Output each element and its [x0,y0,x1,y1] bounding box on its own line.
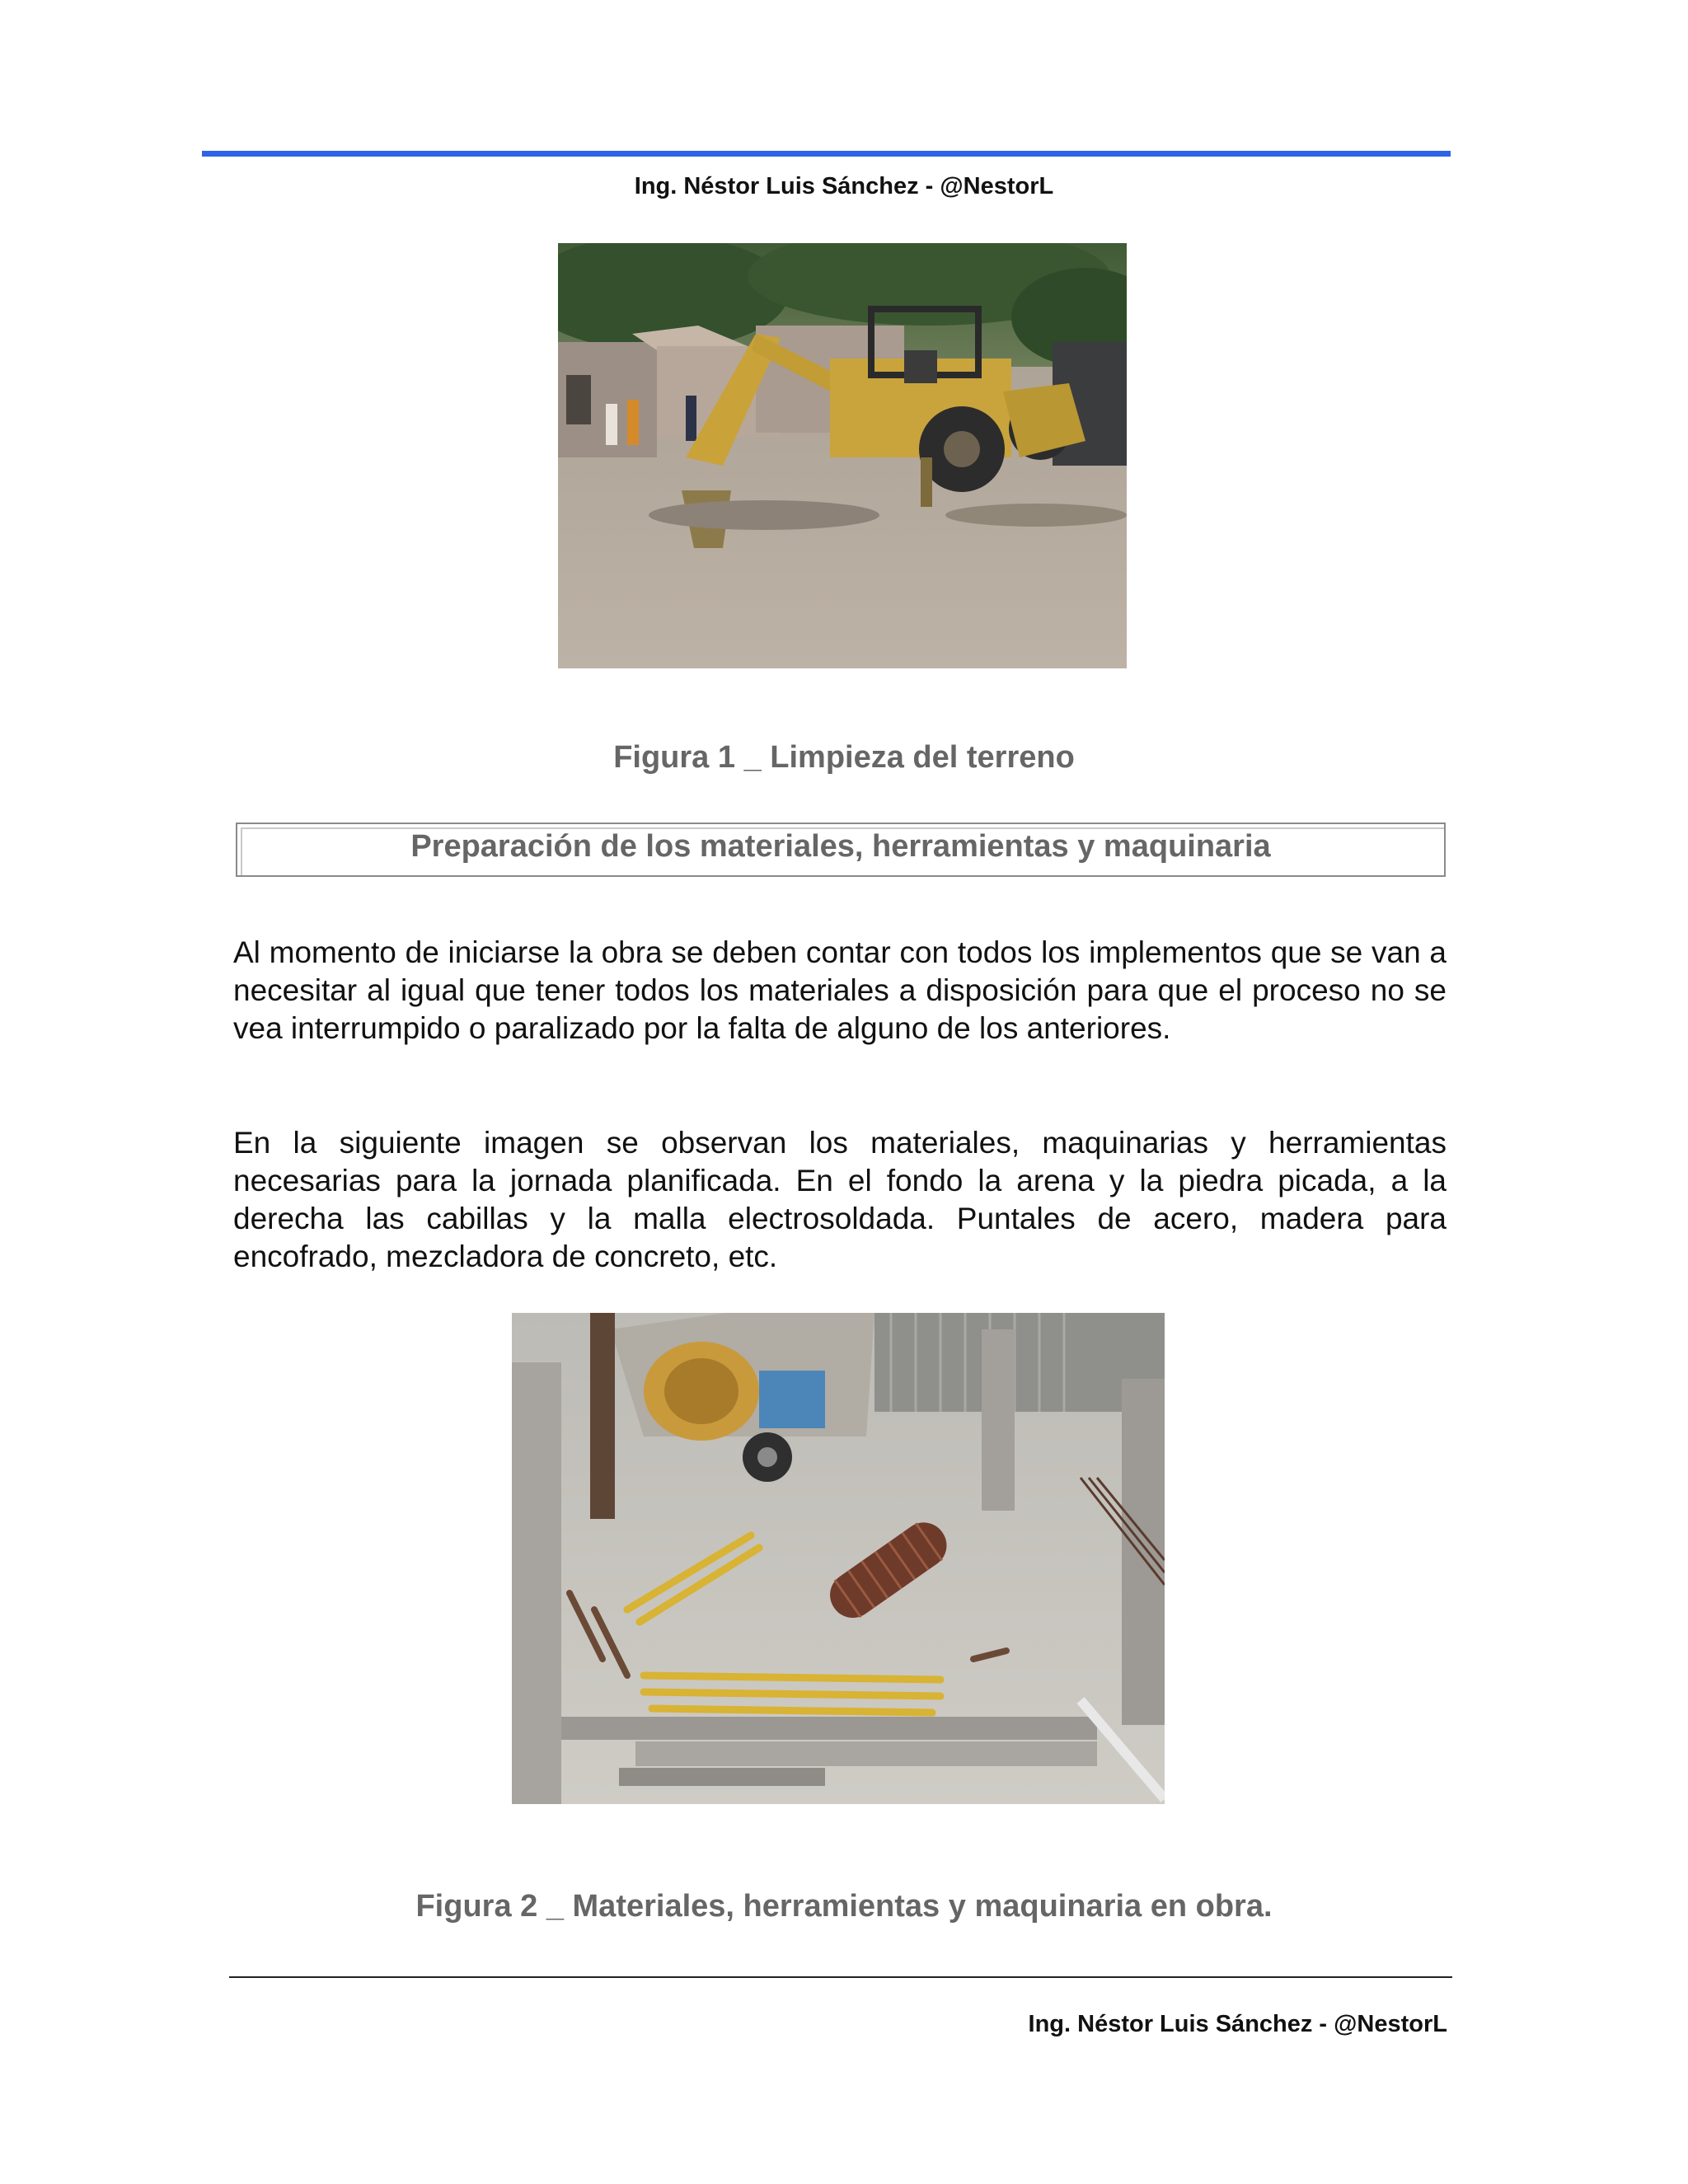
materials-photo-illustration [512,1313,1165,1804]
figure-2-photo [512,1313,1165,1804]
footer-rule [229,1976,1452,1978]
section-title: Preparación de los materiales, herramientas y maquinaria [410,829,1271,864]
figure-2-caption: Figura 2 _ Materiales, herramientas y maquinaria en obra. [415,1889,1273,1924]
paragraph-1: Al momento de iniciarse la obra se deben contar con todos los implementos que se van a necesitar al igual que tener todos los materiales a disposición para que el proceso no se vea interrumpido o paralizado por la falta de alguno de los anteriores. [233,935,1447,1045]
figure-1-photo [558,243,1127,668]
footer-author: Ing. Néstor Luis Sánchez - @NestorL [1028,2011,1447,2037]
paragraph-2: En la siguiente imagen se observan los materiales, maquinarias y herramientas necesarias para la jornada planificada. En el fondo la arena y la piedra picada, a la derecha las cabillas y la malla electrosoldada. Puntales de acero, madera para encofrado, mezcladora de concreto, etc. [233,1126,1447,1273]
backhoe-photo-illustration [558,243,1127,668]
header-rule [202,151,1451,157]
header-author: Ing. Néstor Luis Sánchez - @NestorL [634,173,1054,199]
figure-1-caption: Figura 1 _ Limpieza del terreno [613,740,1075,775]
